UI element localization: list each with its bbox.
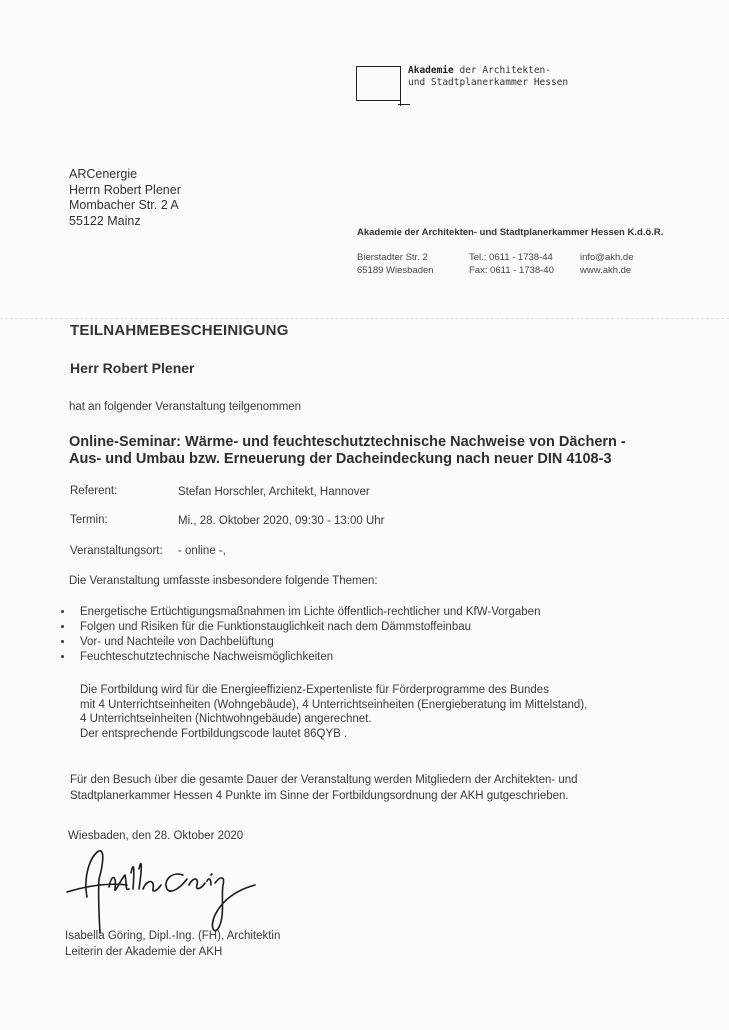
topics-intro: Die Veranstaltung umfasste insbesondere folgende Themen: xyxy=(69,575,378,587)
signature-image xyxy=(65,845,265,940)
topic-item: • Folgen und Risiken für die Funktionstauglichkeit nach dem Dämmstoffeinbau xyxy=(74,620,540,635)
ort-value: - online -, xyxy=(178,545,226,557)
intro-text: hat an folgender Veranstaltung teilgenommen xyxy=(69,401,302,413)
logo-text: Akademie der Architekten- und Stadtplanerkammer Hessen xyxy=(408,65,569,88)
signer-name: Isabella Göring, Dipl.-Ing. (FH), Architektin xyxy=(65,930,281,942)
fold-line xyxy=(0,318,729,319)
institution-phone: Tel.: 0611 - 1738-44 Fax: 0611 - 1738-40 xyxy=(469,252,554,276)
topics-list xyxy=(60,605,540,665)
topic-item: • Vor- und Nachteile von Dachbelüftung xyxy=(74,635,540,650)
recipient-address: ARCenergie Herrn Robert Plener Mombacher Str. 2 A 55122 Mainz xyxy=(69,167,181,228)
logo-foot xyxy=(398,104,410,105)
signer-role: Leiterin der Akademie der AKH xyxy=(65,946,223,958)
participant-name: Herr Robert Plener xyxy=(70,360,195,376)
termin-value: Mi., 28. Oktober 2020, 09:30 - 13:00 Uhr xyxy=(178,515,385,527)
topic-item: • Energetische Ertüchtigungsmaßnahmen im Lichte öffentlich-rechtlicher und KfW-Vorgaben xyxy=(74,605,540,620)
referent-label: Referent: xyxy=(70,485,118,497)
termin-label: Termin: xyxy=(70,514,108,526)
logo-bold: Akademie xyxy=(408,65,454,76)
fortbildung-note: Die Fortbildung wird für die Energieeffizienz-Expertenliste für Förderprogramme des Bundes mit 4 Unterrichtseinheiten (Wohngebäude), 4 Unterrichtseinheiten (Energieberatung im Mittelstand), 4 Unterrichtseinheiten (Nichtwohngebäude) angerechnet. Der entsprechende Fortbildungscode lautet 86QYB . xyxy=(80,684,588,740)
place-date: Wiesbaden, den 28. Oktober 2020 xyxy=(68,830,244,842)
institution-name: Akademie der Architekten- und Stadtplanerkammer Hessen K.d.ö.R. xyxy=(357,227,664,238)
institution-address: Bierstadter Str. 2 65189 Wiesbaden xyxy=(357,252,434,276)
signer-block xyxy=(65,928,280,960)
ort-label: Veranstaltungsort: xyxy=(70,545,163,557)
akh-points-note: Für den Besuch über die gesamte Dauer der Veranstaltung werden Mitgliedern der Architekten- und Stadtplanerkammer Hessen 4 Punkte im Sinne der Fortbildungsordnung der AKH gutgeschrieben. xyxy=(70,774,578,802)
referent-value: Stefan Horschler, Architekt, Hannover xyxy=(178,486,370,498)
logo-frame xyxy=(356,66,401,101)
institution-online: info@akh.de www.akh.de xyxy=(580,252,634,276)
certificate-title: TEILNAHMEBESCHEINIGUNG xyxy=(70,322,289,339)
event-title: Online-Seminar: Wärme- und feuchteschutztechnische Nachweise von Dächern - Aus- und Umbau bzw. Erneuerung der Dacheindeckung nach neuer DIN 4108-3 xyxy=(69,434,626,467)
topic-item: • Feuchteschutztechnische Nachweismöglichkeiten xyxy=(74,650,540,665)
logo-divider xyxy=(400,66,401,106)
